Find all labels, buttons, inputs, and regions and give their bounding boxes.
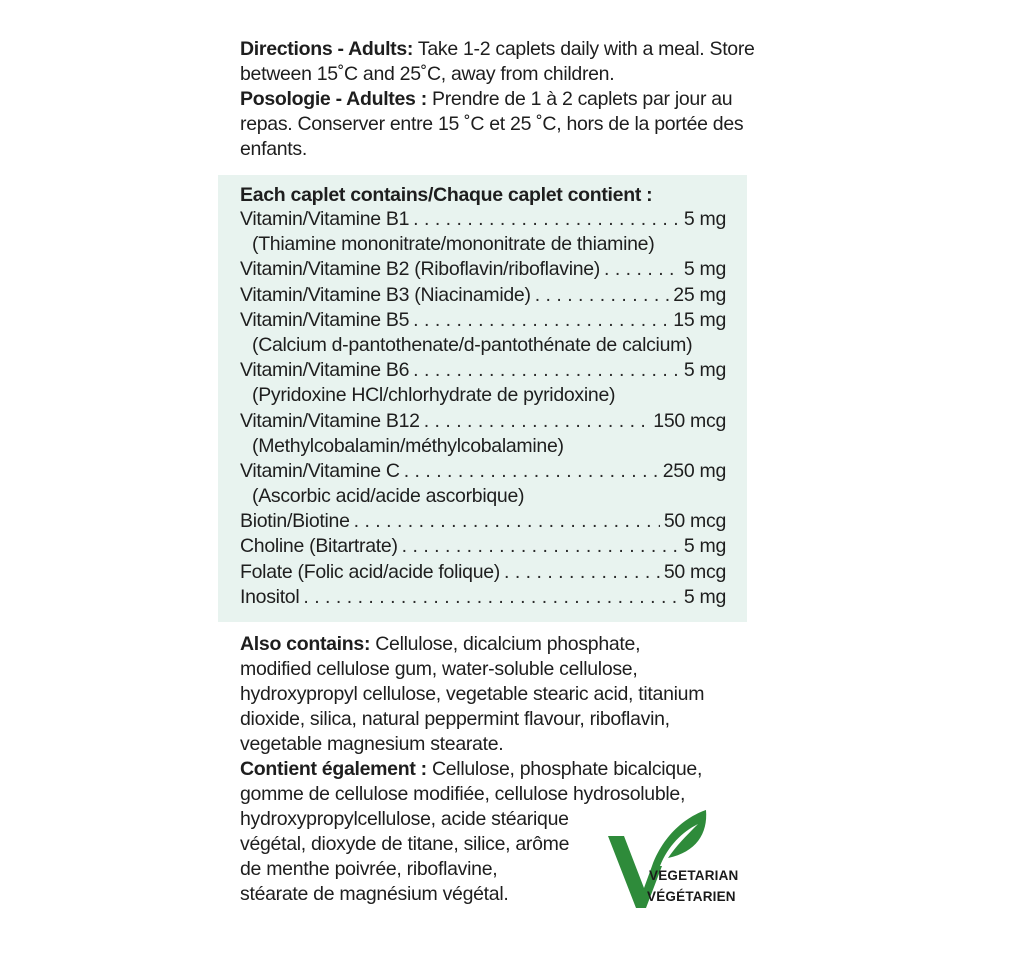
ingredient-row	[240, 510, 726, 535]
leader-dots	[413, 359, 680, 382]
also-contains-en	[240, 632, 710, 757]
ingredient-source: (Calcium d-pantothenate/d-pantothénate de calcium)	[252, 333, 693, 356]
directions-en-label: Directions - Adults:	[240, 38, 414, 60]
ingredient-row	[240, 535, 726, 560]
ingredient-row	[240, 208, 726, 233]
ingredients-panel	[218, 175, 747, 622]
leader-dots	[402, 535, 680, 558]
ingredient-source: (Ascorbic acid/acide ascorbique)	[252, 485, 525, 508]
leader-dots	[504, 561, 660, 584]
ingredient-amount: 150 mcg	[653, 409, 726, 432]
directions-en-text: Take 1-2 caplets daily with a meal. Store between 15˚C and 25˚C, away from children.	[240, 38, 755, 85]
ingredient-source: (Thiamine mononitrate/mononitrate de thiamine)	[252, 233, 655, 256]
ingredient-name: Vitamin/Vitamine C	[240, 459, 400, 482]
directions-fr-text: Prendre de 1 à 2 caplets par jour au repas. Conserver entre 15 ˚C et 25 ˚C, hors de la portée des enfants.	[240, 88, 744, 160]
ingredient-row	[240, 284, 726, 309]
ingredient-amount: 15 mg	[673, 308, 726, 331]
directions-en	[240, 37, 760, 87]
leader-dots	[424, 410, 650, 433]
ingredient-amount: 5 mg	[683, 359, 726, 382]
ingredient-row	[240, 410, 726, 435]
ingredient-row	[240, 309, 726, 334]
vegetarian-label-en: VEGETARIAN	[649, 868, 739, 883]
also-contains-fr-a	[240, 757, 710, 807]
directions-section	[240, 37, 760, 162]
ingredient-name: Vitamin/Vitamine B6	[240, 359, 410, 382]
leader-dots	[413, 208, 680, 231]
also-contains-en-label: Also contains:	[240, 633, 371, 655]
ingredient-row	[240, 561, 726, 586]
ingredient-amount: 5 mg	[683, 535, 726, 558]
ingredient-source: (Methylcobalamin/méthylcobalamine)	[252, 434, 564, 457]
ingredient-name: Vitamin/Vitamine B2 (Riboflavin/riboflavine)	[240, 258, 601, 281]
leader-dots	[535, 284, 670, 307]
leader-dots	[354, 510, 660, 533]
ingredient-name: Vitamin/Vitamine B5	[240, 308, 410, 331]
ingredient-name: Biotin/Biotine	[240, 510, 350, 533]
ingredient-amount: 5 mg	[683, 585, 726, 608]
leader-dots	[413, 309, 669, 332]
also-contains-fr-label: Contient également :	[240, 758, 427, 780]
ingredients-title: Each caplet contains/Chaque caplet contient :	[240, 184, 653, 206]
ingredient-name: Inositol	[240, 585, 300, 608]
ingredient-source: (Pyridoxine HCl/chlorhydrate de pyridoxine)	[252, 384, 616, 407]
ingredient-name: Vitamin/Vitamine B12	[240, 409, 420, 432]
directions-fr-label: Posologie - Adultes :	[240, 88, 427, 110]
ingredient-row	[240, 460, 726, 485]
ingredients-list	[240, 183, 726, 611]
ingredient-amount: 5 mg	[683, 258, 726, 281]
ingredient-rows	[240, 208, 726, 611]
leader-dots	[604, 258, 680, 281]
ingredient-row	[240, 586, 726, 611]
directions-fr	[240, 87, 760, 162]
leader-dots	[303, 586, 679, 609]
also-contains-fr-text-a: Cellulose, phosphate bicalcique, gomme de cellulose modifiée, cellulose hydrosoluble,	[240, 758, 703, 805]
ingredient-name: Vitamin/Vitamine B3 (Niacinamide)	[240, 283, 531, 306]
ingredient-amount: 50 mcg	[663, 510, 726, 533]
ingredient-row	[240, 359, 726, 384]
also-contains-en-text: Cellulose, dicalcium phosphate, modified cellulose gum, water-soluble cellulose, hydroxypropyl cellulose, vegetable stearic acid, titanium dioxide, silica, natural peppermint flavour, riboflavin, vegetable magnesium stearate.	[240, 633, 705, 755]
ingredient-name: Vitamin/Vitamine B1	[240, 208, 410, 230]
vegetarian-label-fr: VÉGÉTARIEN	[647, 889, 736, 904]
ingredient-amount: 25 mg	[673, 283, 726, 306]
ingredient-row	[240, 258, 726, 283]
ingredient-amount: 5 mg	[683, 208, 726, 230]
leader-dots	[404, 460, 659, 483]
ingredient-name: Folate (Folic acid/acide folique)	[240, 560, 500, 583]
also-contains-fr-b: hydroxypropylcellulose, acide stéarique végétal, dioxyde de titane, silice, arôme de menthe poivrée, riboflavine, stéarate de magnésium végétal.	[240, 808, 570, 905]
ingredient-amount: 250 mg	[662, 459, 726, 482]
ingredient-amount: 50 mcg	[663, 560, 726, 583]
ingredient-name: Choline (Bitartrate)	[240, 535, 398, 558]
